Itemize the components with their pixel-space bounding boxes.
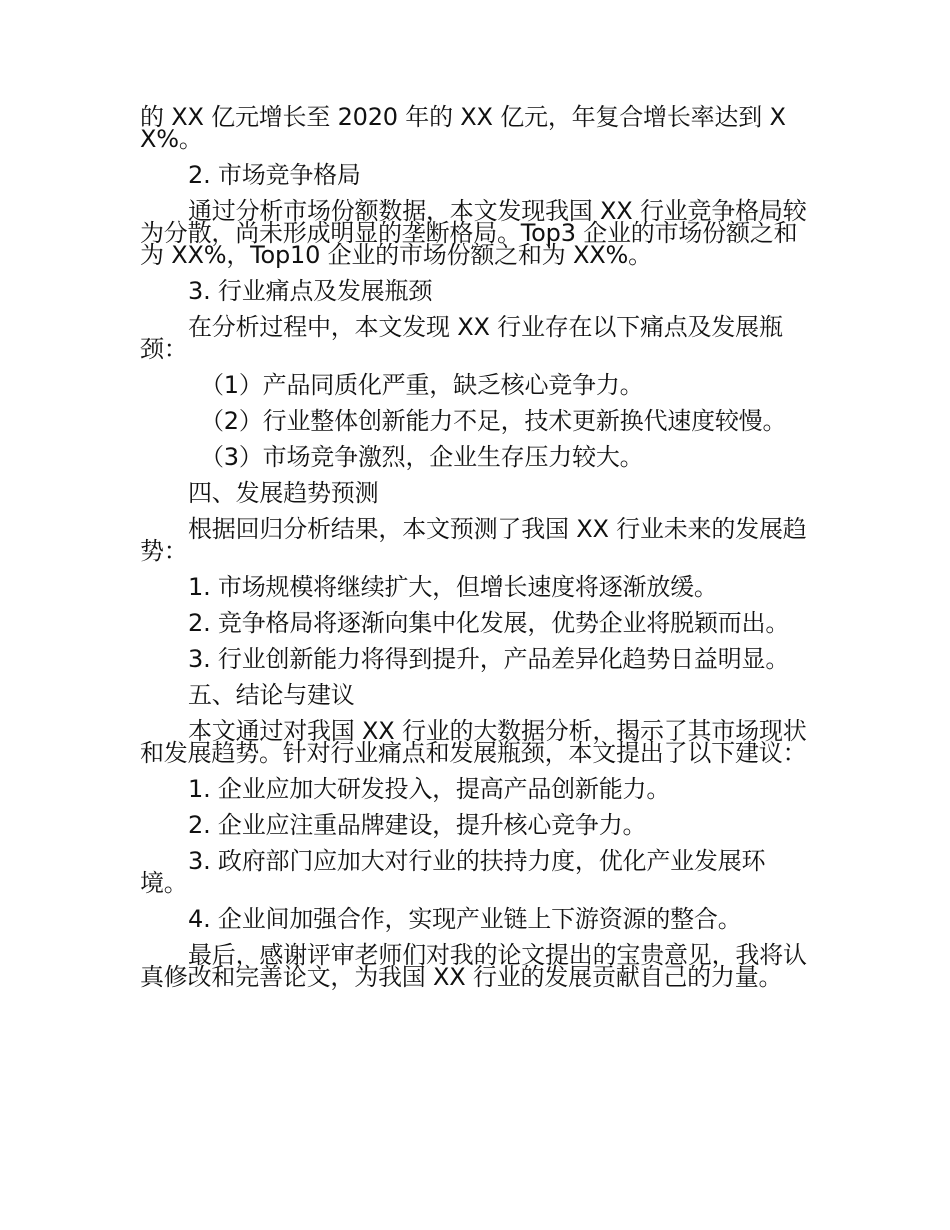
paragraph-pain-points-intro: 在分析过程中，本文发现 XX 行业存在以下痛点及发展瓶颈： [140, 313, 783, 363]
paragraph-growth-continuation: 的 XX 亿元增长至 2020 年的 XX 亿元，年复合增长率达到 XX%。 [140, 103, 786, 153]
list-item-suggestion-4: 4. 企业间加强合作，实现产业链上下游资源的整合。 [188, 905, 742, 933]
heading-pain-points: 3. 行业痛点及发展瓶颈 [188, 277, 433, 305]
heading-market-competition: 2. 市场竞争格局 [188, 161, 361, 189]
document-body [140, 103, 812, 1002]
heading-trend-forecast: 四、发展趋势预测 [188, 479, 379, 507]
list-item-pain-3: （3）市场竞争激烈，企业生存压力较大。 [200, 443, 644, 471]
paragraph-conclusion-intro: 本文通过对我国 XX 行业的大数据分析，揭示了其市场现状和发展趋势。针对行业痛点和发展瓶颈，本文提出了以下建议： [140, 717, 807, 767]
paragraph-market-share: 通过分析市场份额数据，本文发现我国 XX 行业竞争格局较为分散，尚未形成明显的垄断格局。Top3 企业的市场份额之和为 XX%，Top10 企业的市场份额之和为 XX%。 [140, 197, 807, 269]
list-item-pain-1: （1）产品同质化严重，缺乏核心竞争力。 [200, 371, 644, 399]
list-item-suggestion-3: 3. 政府部门应加大对行业的扶持力度，优化产业发展环境。 [140, 847, 766, 897]
paragraph-trend-intro: 根据回归分析结果，本文预测了我国 XX 行业未来的发展趋势： [140, 515, 807, 565]
heading-conclusion: 五、结论与建议 [188, 681, 355, 709]
list-item-trend-3: 3. 行业创新能力将得到提升，产品差异化趋势日益明显。 [188, 645, 790, 673]
list-item-pain-2: （2）行业整体创新能力不足，技术更新换代速度较慢。 [200, 407, 787, 435]
list-item-trend-2: 2. 竞争格局将逐渐向集中化发展，优势企业将脱颖而出。 [188, 609, 790, 637]
list-item-suggestion-1: 1. 企业应加大研发投入，提高产品创新能力。 [188, 775, 671, 803]
list-item-suggestion-2: 2. 企业应注重品牌建设，提升核心竞争力。 [188, 811, 647, 839]
list-item-trend-1: 1. 市场规模将继续扩大，但增长速度将逐渐放缓。 [188, 573, 718, 601]
paragraph-closing: 最后，感谢评审老师们对我的论文提出的宝贵意见，我将认真修改和完善论文，为我国 XX 行业的发展贡献自己的力量。 [140, 941, 807, 991]
